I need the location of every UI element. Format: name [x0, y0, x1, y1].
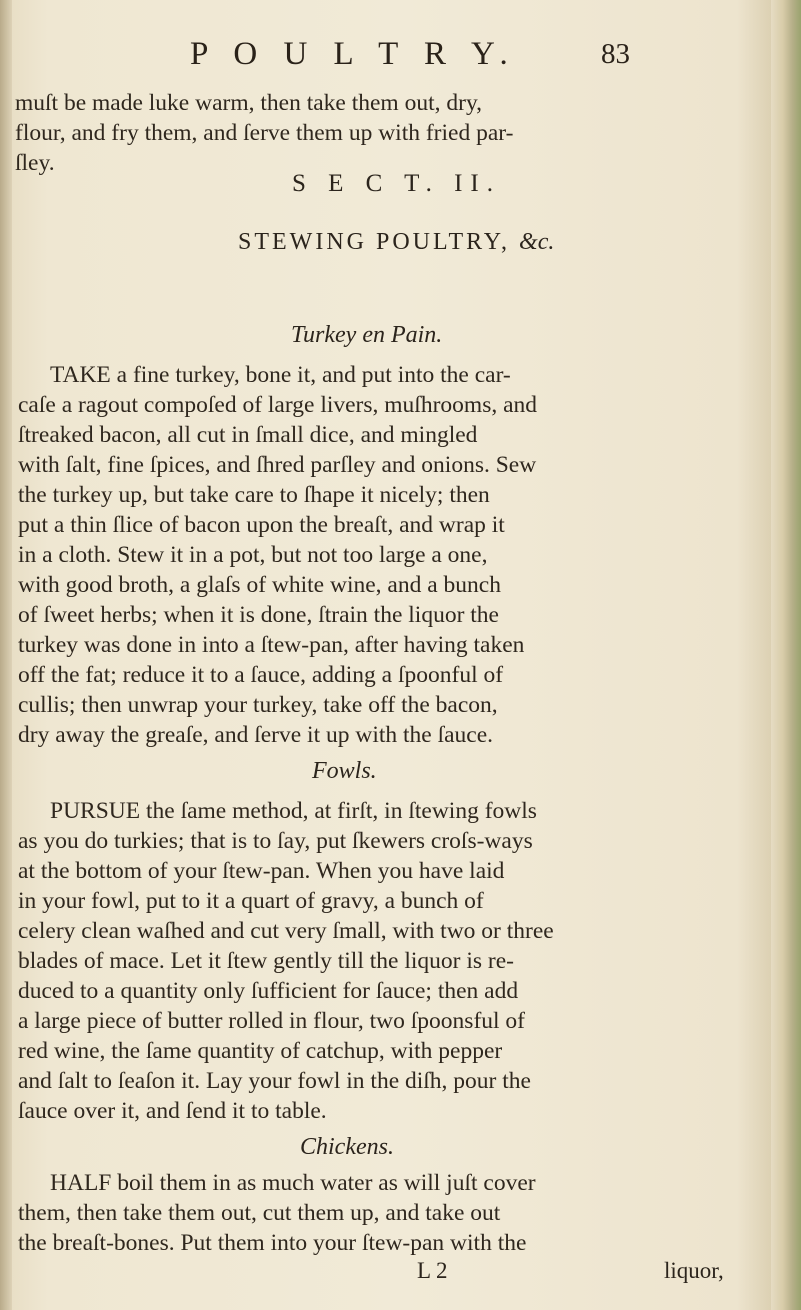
recipe-title: Fowls.	[312, 758, 377, 784]
running-head: P O U L T R Y.	[190, 36, 517, 72]
text-line: duced to a quantity only ſufficient for ſauce; then add	[18, 978, 519, 1004]
text-line: red wine, the ſame quantity of catchup, with pepper	[18, 1038, 503, 1064]
text-line: caſe a ragout compoſed of large livers, muſhrooms, and	[18, 392, 538, 418]
text-line: as you do turkies; that is to ſay, put ſkewers croſs-ways	[18, 828, 533, 854]
text-line: PURSUE the ſame method, at firſt, in ſtewing fowls	[50, 798, 537, 824]
text-line: off the fat; reduce it to a ſauce, adding a ſpoonful of	[18, 662, 504, 688]
text-line: ſauce over it, and ſend it to table.	[18, 1098, 327, 1124]
section-title: S E C T. II.	[292, 170, 501, 197]
signature-mark: L 2	[417, 1258, 448, 1283]
text-line: the breaſt-bones. Put them into your ſtew-pan with the	[18, 1230, 527, 1256]
text-line: blades of mace. Let it ſtew gently till the liquor is re-	[18, 948, 514, 974]
recipe-title: Chickens.	[300, 1134, 394, 1160]
text-line: with ſalt, fine ſpices, and ſhred parſley and onions. Sew	[18, 452, 537, 478]
page-edge	[771, 0, 801, 1310]
page-gutter	[0, 0, 12, 1310]
text-line: with good broth, a glaſs of white wine, and a bunch	[18, 572, 501, 598]
text-line: the turkey up, but take care to ſhape it nicely; then	[18, 482, 490, 508]
text-line: turkey was done in into a ſtew-pan, after having taken	[18, 632, 525, 658]
text-line: TAKE a fine turkey, bone it, and put into the car-	[50, 362, 511, 388]
text-line: ſtreaked bacon, all cut in ſmall dice, and mingled	[18, 422, 478, 448]
catchword: liquor,	[664, 1258, 724, 1283]
text-line: a large piece of butter rolled in flour, two ſpoonsful of	[18, 1008, 525, 1034]
page-number: 83	[601, 38, 630, 70]
text-line: and ſalt to ſeaſon it. Lay your fowl in the diſh, pour the	[18, 1068, 531, 1094]
recipe-title: Turkey en Pain.	[291, 322, 443, 348]
text-line: at the bottom of your ſtew-pan. When you have laid	[18, 858, 505, 884]
text-line: dry away the greaſe, and ſerve it up with the ſauce.	[18, 722, 494, 748]
text-line: flour, and fry them, and ſerve them up with fried par-	[15, 120, 514, 146]
text-line: in your fowl, put to it a quart of gravy, a bunch of	[18, 888, 484, 914]
section-subheading	[238, 229, 554, 256]
text-line: cullis; then unwrap your turkey, take off the bacon,	[18, 692, 498, 718]
text-line: in a cloth. Stew it in a pot, but not too large a one,	[18, 542, 488, 568]
subheading-etc: &c.	[519, 229, 555, 255]
page-header	[190, 36, 630, 80]
text-line: put a thin ſlice of bacon upon the breaſt, and wrap it	[18, 512, 505, 538]
text-line: HALF boil them in as much water as will juſt cover	[50, 1170, 536, 1196]
subheading-text: STEWING POULTRY,	[238, 229, 511, 255]
text-line: muſt be made luke warm, then take them out, dry,	[15, 90, 483, 116]
text-line: ſley.	[15, 150, 55, 176]
text-line: celery clean waſhed and cut very ſmall, with two or three	[18, 918, 554, 944]
text-line: them, then take them out, cut them up, and take out	[18, 1200, 501, 1226]
text-line: of ſweet herbs; when it is done, ſtrain the liquor the	[18, 602, 499, 628]
